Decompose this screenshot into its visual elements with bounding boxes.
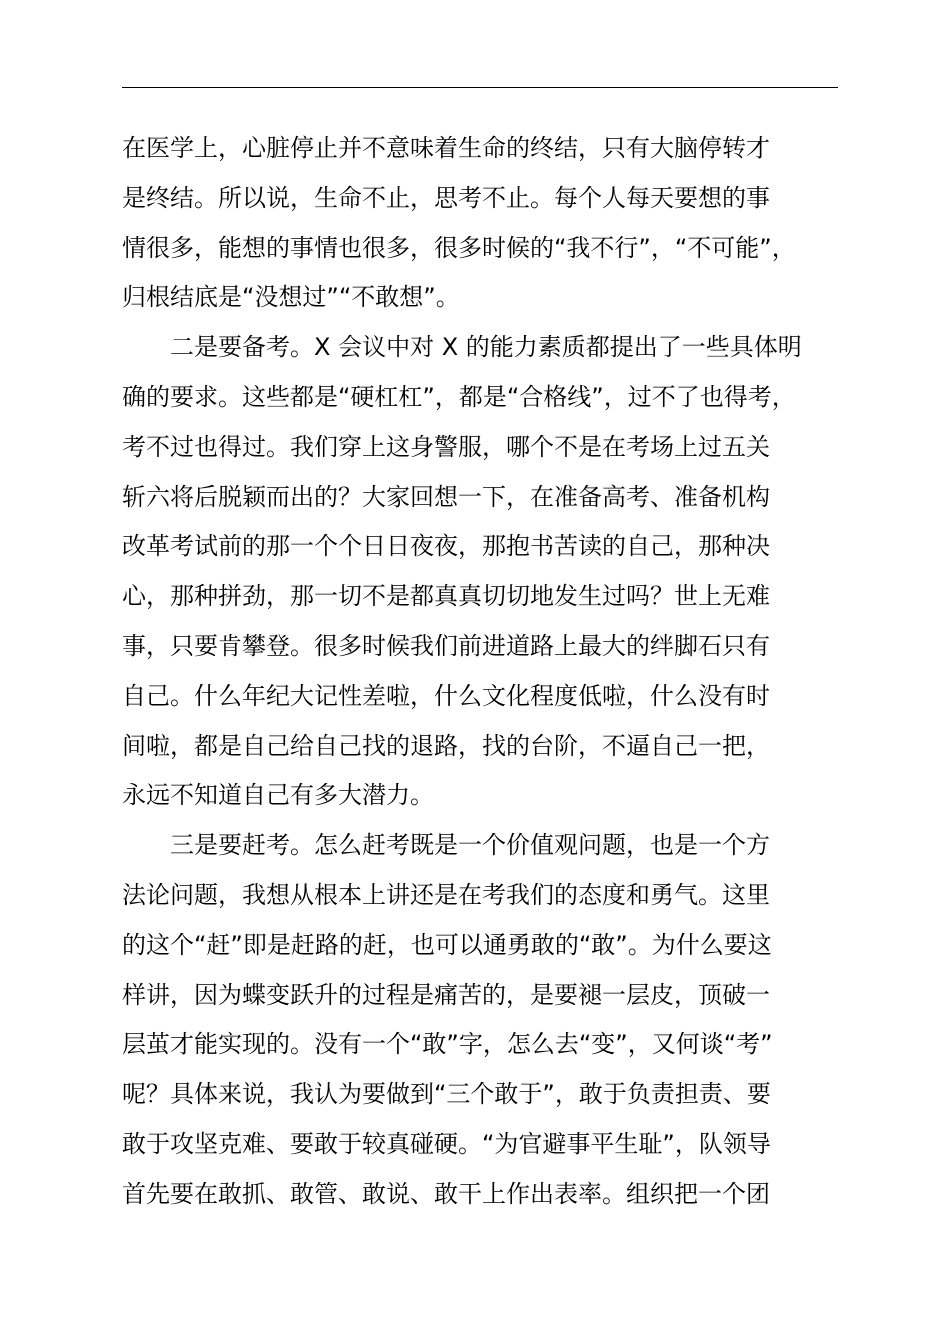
text-line: 间啦，都是自己给自己找的退路，找的台阶，不逼自己一把， [122, 731, 770, 760]
text-line: 样讲，因为蝶变跃升的过程是痛苦的，是要褪一层皮，顶破一 [122, 980, 770, 1009]
text-line: 法论问题，我想从根本上讲还是在考我们的态度和勇气。这里 [122, 880, 770, 909]
text-line: 永远不知道自己有多大潜力。 [122, 781, 434, 810]
text-line: 改革考试前的那一个个日日夜夜，那抱书苦读的自己，那种决 [122, 532, 770, 561]
text-line: 归根结底是“没想过”“不敢想”。 [122, 283, 460, 312]
text-line: 斩六将后脱颖而出的？大家回想一下，在准备高考、准备机构 [122, 482, 770, 511]
text-line: 确的要求。这些都是“硬杠杠”，都是“合格线”，过不了也得考， [122, 382, 796, 411]
text-line: 的这个“赶”即是赶路的赶，也可以通勇敢的“敢”。为什么要这 [122, 930, 772, 959]
text-line: 是终结。所以说，生命不止，思考不止。每个人每天要想的事 [122, 183, 770, 212]
text-line: 事，只要肯攀登。很多时候我们前进道路上最大的绊脚石只有 [122, 631, 770, 660]
text-line: 在医学上，心脏停止并不意味着生命的终结，只有大脑停转才 [122, 134, 770, 162]
text-line: 三是要赶考。怎么赶考既是一个价值观问题，也是一个方 [170, 831, 770, 860]
text-line: 呢？具体来说，我认为要做到“三个敢于”，敢于负责担责、要 [122, 1080, 771, 1109]
paragraph-1 [122, 124, 838, 323]
text-line: 自己。什么年纪大记性差啦，什么文化程度低啦，什么没有时 [122, 681, 770, 710]
paragraph-3 [122, 821, 838, 1219]
paragraph-2 [122, 323, 838, 821]
header-rule [122, 87, 838, 88]
text-line: 首先要在敢抓、敢管、敢说、敢干上作出表率。组织把一个团 [122, 1179, 770, 1208]
text-line: 敢于攻坚克难、要敢于较真碰硬。“为官避事平生耻”，队领导 [122, 1129, 771, 1158]
text-line: 二是要备考。X 会议中对 X 的能力素质都提出了一些具体明 [170, 333, 802, 362]
text-line: 心，那种拼劲，那一切不是都真真切切地发生过吗？世上无难 [122, 582, 770, 611]
text-line: 情很多，能想的事情也很多，很多时候的“我不行”，“不可能”， [122, 233, 796, 262]
body-text [122, 124, 838, 1220]
text-line: 考不过也得过。我们穿上这身警服，哪个不是在考场上过五关 [122, 432, 770, 461]
text-line: 层茧才能实现的。没有一个“敢”字，怎么去“变”，又何谈“考” [122, 1030, 773, 1059]
